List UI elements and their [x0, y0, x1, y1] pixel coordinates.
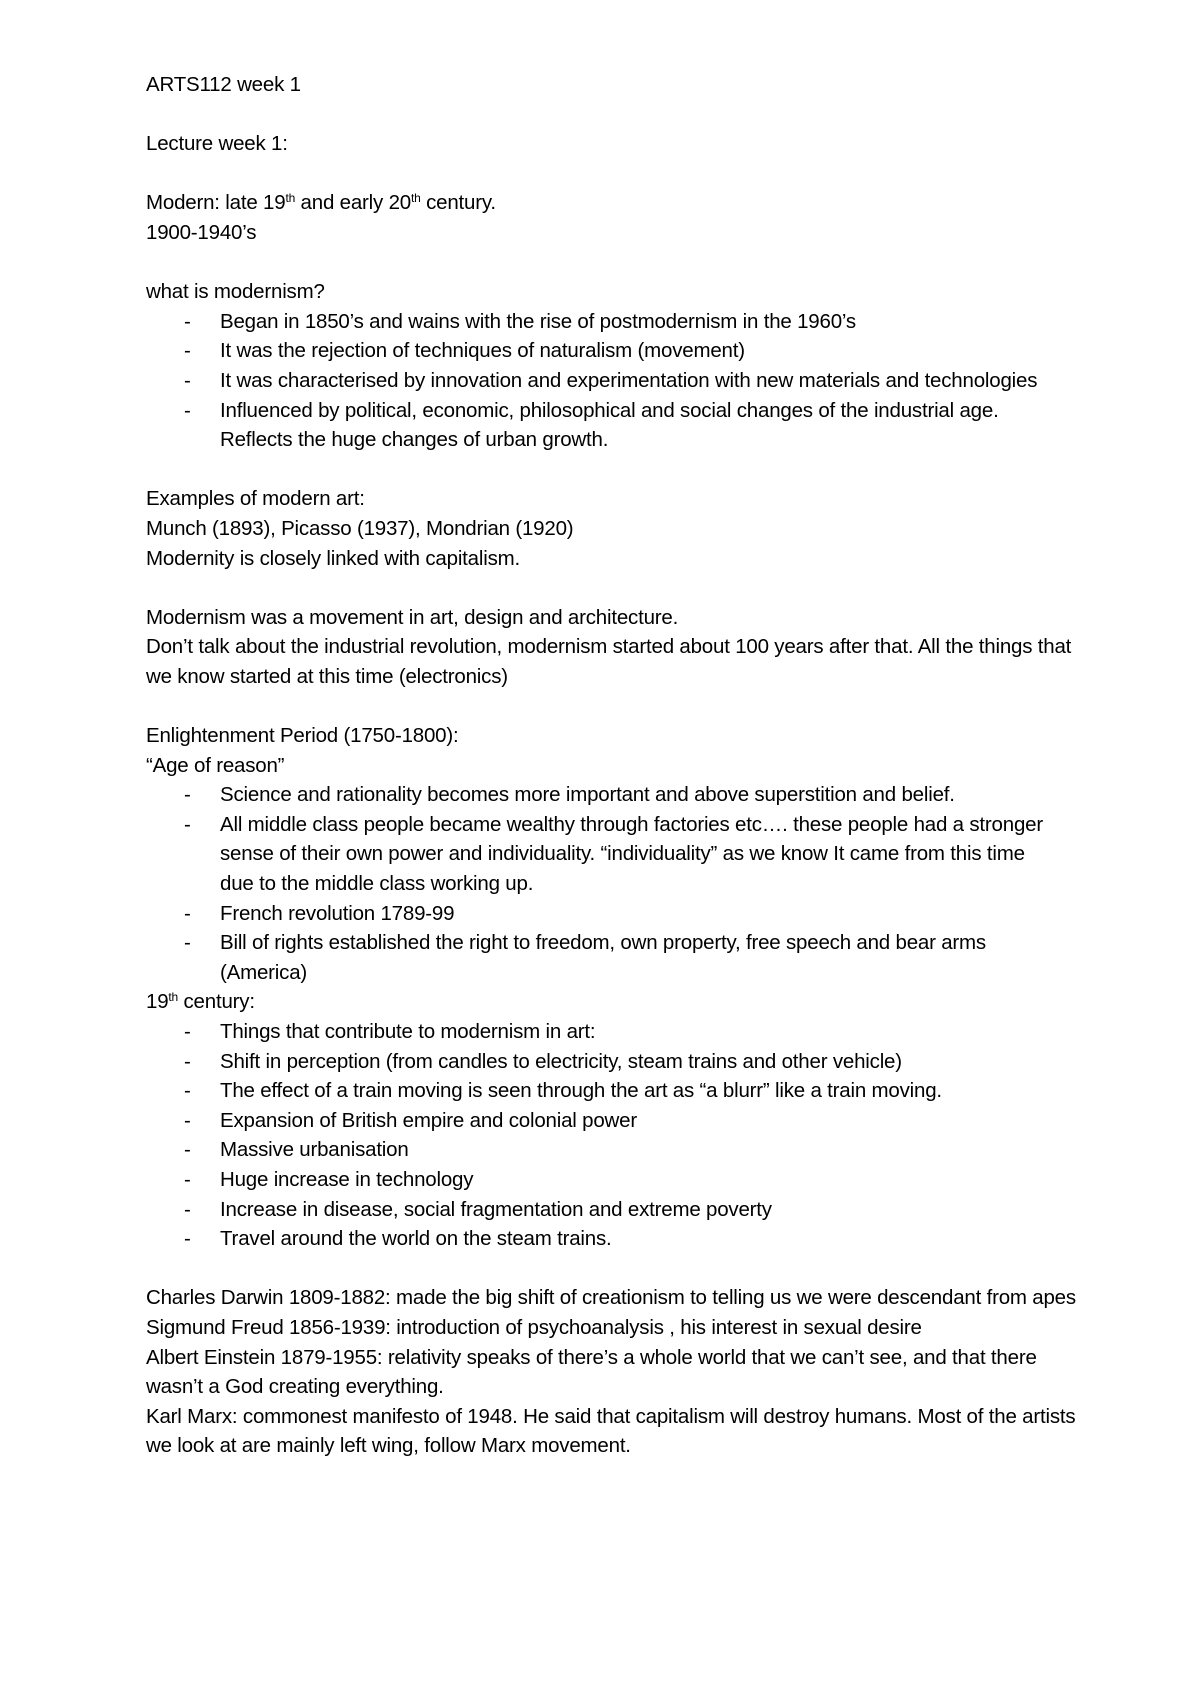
examples-heading: Examples of modern art: [146, 487, 365, 511]
century19-list [146, 1017, 1086, 1254]
lecture-heading: Lecture week 1: [146, 132, 288, 156]
enlightenment-subheading: “Age of reason” [146, 753, 285, 777]
century19-heading: 19th century: [146, 990, 255, 1014]
list-item: - Huge increase in technology [184, 1167, 474, 1191]
list-item: - All middle class people became wealthy through factories etc…. these people had a stronger sense of their own power and individuality. “individuality” as we know It came from this time due to the middle class working up. [184, 812, 1043, 896]
what-is-modernism-heading: what is modernism? [146, 280, 325, 304]
freud-paragraph: Sigmund Freud 1856-1939: introduction of psychoanalysis , his interest in sexual desire [146, 1315, 922, 1339]
modern-years: 1900-1940’s [146, 220, 257, 244]
list-item: - Influenced by political, economic, philosophical and social changes of the industrial age. Reflects the huge changes of urban growth. [184, 398, 999, 452]
list-item: - Shift in perception (from candles to electricity, steam trains and other vehicle) [184, 1049, 902, 1073]
list-item: - Bill of rights established the right to freedom, own property, free speech and bear arms (America) [184, 931, 986, 984]
list-item: - Science and rationality becomes more important and above superstition and belief. [184, 783, 955, 807]
enlightenment-heading: Enlightenment Period (1750-1800): [146, 724, 459, 748]
examples-capitalism: Modernity is closely linked with capitalism. [146, 546, 521, 570]
list-item: - Things that contribute to modernism in art: [184, 1020, 596, 1043]
list-item: - Massive urbanisation [184, 1138, 409, 1162]
list-item: - French revolution 1789-99 [184, 901, 455, 925]
einstein-paragraph: Albert Einstein 1879-1955: relativity speaks of there’s a whole world that we can’t see, and that there wasn’t a God creating everything. [146, 1345, 1037, 1399]
list-item: - It was the rejection of techniques of naturalism (movement) [184, 339, 745, 363]
list-item: - Expansion of British empire and colonial power [184, 1108, 637, 1132]
document-page [146, 70, 1086, 1461]
list-item: - Travel around the world on the steam trains. [184, 1227, 612, 1251]
movement-paragraph: Don’t talk about the industrial revolution, modernism started about 100 years after that. All the things that we know started at this time (electronics) [146, 635, 1072, 688]
list-item: - Increase in disease, social fragmentation and extreme poverty [184, 1197, 772, 1221]
marx-paragraph: Karl Marx: commonest manifesto of 1948. He said that capitalism will destroy humans. Most of the artists we look at are mainly left wing, follow Marx movement. [146, 1404, 1076, 1458]
list-item: - It was characterised by innovation and experimentation with new materials and technologies [184, 368, 1038, 392]
list-item: - The effect of a train moving is seen through the art as “a blurr” like a train moving. [184, 1079, 942, 1103]
examples-artists: Munch (1893), Picasso (1937), Mondrian (1920) [146, 516, 574, 540]
darwin-paragraph: Charles Darwin 1809-1882: made the big shift of creationism to telling us we were descendant from apes [146, 1286, 1076, 1310]
movement-line: Modernism was a movement in art, design and architecture. [146, 605, 679, 629]
list-item: - Began in 1850’s and wains with the rise of postmodernism in the 1960’s [184, 309, 856, 333]
what-is-modernism-list [146, 307, 1086, 455]
modern-definition: Modern: late 19th and early 20th century. [146, 191, 496, 215]
enlightenment-list [146, 780, 1086, 987]
document-title: ARTS112 week 1 [146, 73, 301, 96]
